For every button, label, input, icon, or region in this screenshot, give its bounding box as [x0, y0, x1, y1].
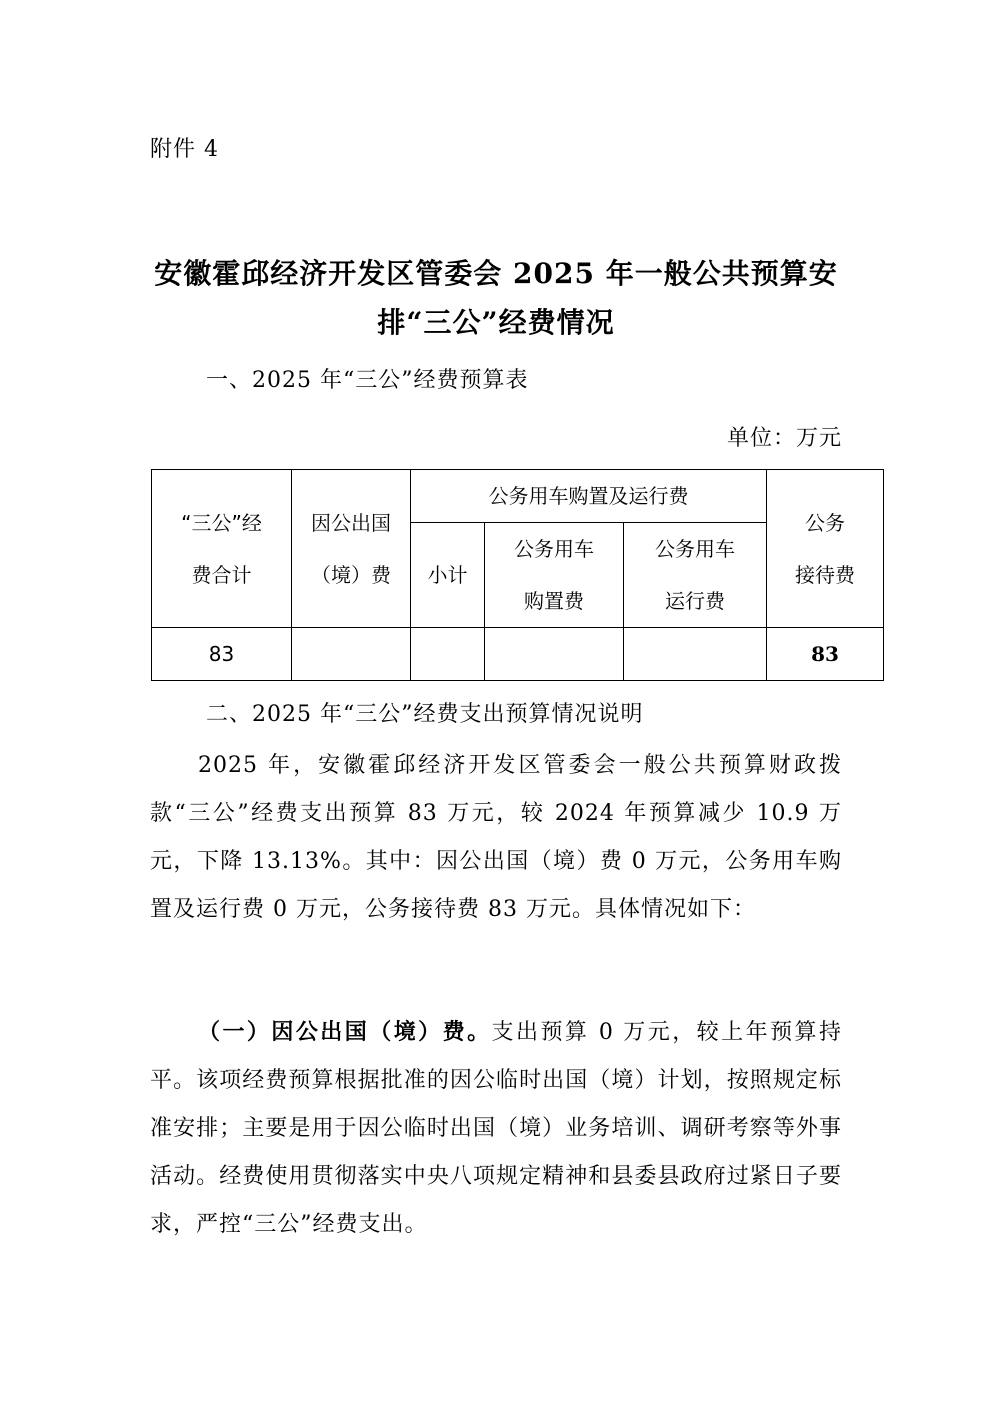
- header-total-line-2: 费合计: [191, 562, 252, 587]
- table-row: [152, 628, 884, 681]
- header-total: [152, 470, 292, 628]
- attachment-label: 附件 4: [150, 137, 219, 162]
- document-title-line-2: 排“三公”经费情况: [377, 306, 615, 339]
- header-reception: [767, 470, 884, 628]
- header-subtotal: 小计: [411, 523, 485, 628]
- value-subtotal: [411, 628, 485, 681]
- header-abroad-line-2: （境）费: [311, 562, 391, 587]
- table-header-row-1: [152, 470, 884, 523]
- paragraph-abroad-lead: （一）因公出国（境）费。: [198, 1019, 492, 1045]
- section-1-heading: 一、2025 年“三公”经费预算表: [206, 368, 529, 393]
- header-abroad-line-1: 因公出国: [311, 510, 391, 535]
- unit-label: 单位：万元: [726, 426, 842, 451]
- value-operation: [624, 628, 767, 681]
- header-purchase-line-1: 公务用车: [514, 537, 594, 561]
- value-reception: 83: [767, 628, 884, 681]
- value-purchase: [485, 628, 624, 681]
- paragraph-abroad-body: 支出预算 0 万元，较上年预算持平。该项经费预算根据批准的因公临时出国（境）计划，按照规定标准安排；主要是用于因公临时出国（境）业务培训、调研考察等外事活动。经费使用贯彻落实中央八项规定精神和县委县政府过紧日子要求，严控“三公”经费支出。: [150, 1020, 842, 1237]
- paragraph-summary: 2025 年，安徽霍邱经济开发区管委会一般公共预算财政拨款“三公”经费支出预算 83 万元，较 2024 年预算减少 10.9 万元，下降 13.13%。其中：因公出国（境）费 0 万元，公务用车购置及运行费 0 万元，公务接待费 83 万元。具体情况如下：: [150, 753, 842, 922]
- value-total: 83: [152, 628, 292, 681]
- header-vehicle: 公务用车购置及运行费: [411, 470, 767, 523]
- section-2-heading: 二、2025 年“三公”经费支出预算情况说明: [206, 702, 644, 727]
- budget-table: [151, 469, 884, 681]
- document-title-line-1: 安徽霍邱经济开发区管委会 2025 年一般公共预算安: [154, 257, 838, 290]
- header-total-line-1: “三公”经: [181, 510, 262, 535]
- header-reception-line-1: 公务: [805, 510, 845, 535]
- header-purchase-line-2: 购置费: [524, 589, 584, 613]
- header-operation: [624, 523, 767, 628]
- header-abroad: [292, 470, 411, 628]
- paragraph-abroad: [150, 1008, 842, 1249]
- header-reception-line-2: 接待费: [795, 562, 855, 587]
- value-abroad: [292, 628, 411, 681]
- header-operation-line-2: 运行费: [665, 589, 725, 613]
- header-operation-line-1: 公务用车: [655, 537, 735, 561]
- header-purchase: [485, 523, 624, 628]
